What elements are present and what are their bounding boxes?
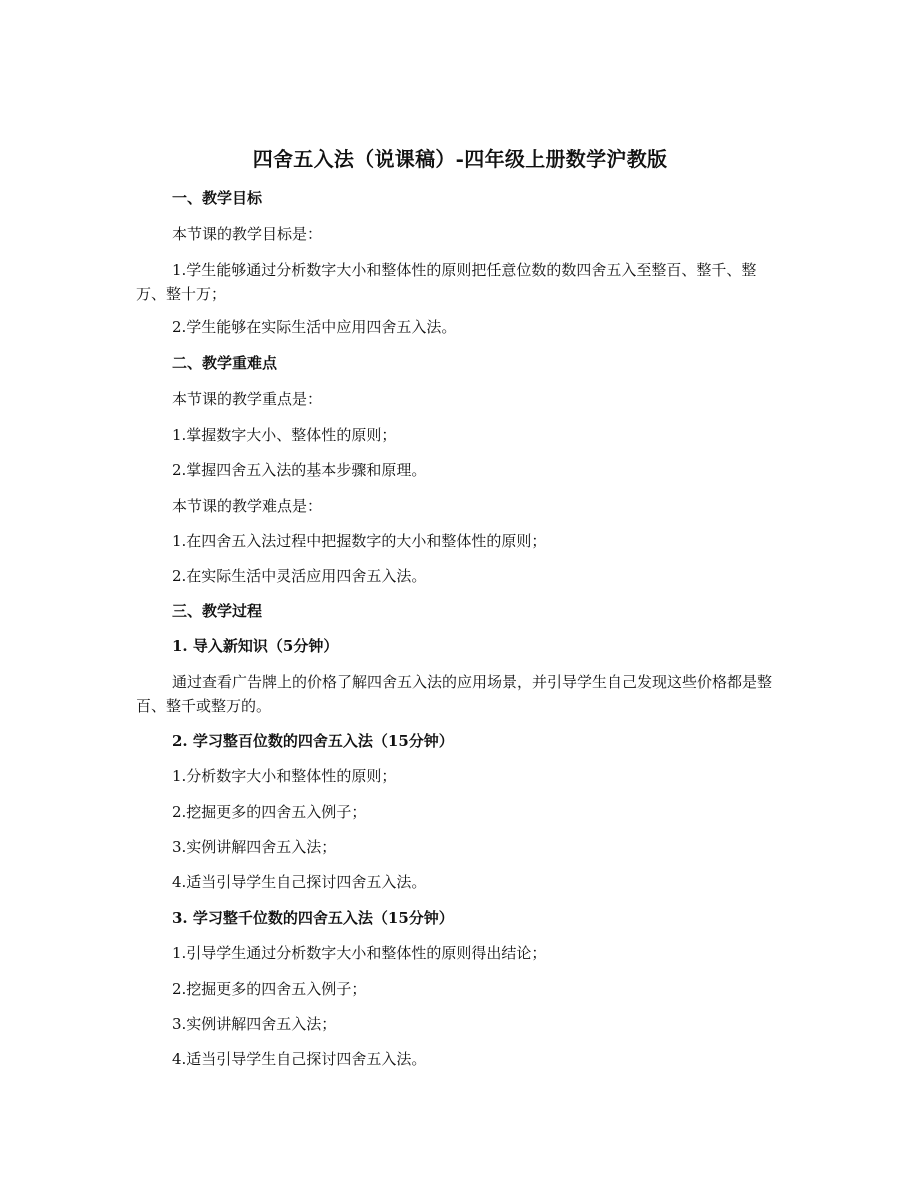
list-item: 1.分析数字大小和整体性的原则； (172, 767, 397, 785)
step-1-paragraph: 通过查看广告牌上的价格了解四舍五入法的应用场景，并引导学生自己发现这些价格都是整百、整千或整万的。 (136, 673, 773, 715)
document-title: 四舍五入法（说课稿）-四年级上册数学沪教版 (252, 147, 668, 171)
list-item: 4.适当引导学生自己探讨四舍五入法。 (172, 1050, 427, 1068)
list-item: 1.引导学生通过分析数字大小和整体性的原则得出结论； (172, 944, 547, 962)
list-item: 4.适当引导学生自己探讨四舍五入法。 (172, 873, 427, 891)
step-heading-1: 1. 导入新知识（5分钟） (172, 637, 339, 655)
difficulty-item-1: 1.在四舍五入法过程中把握数字的大小和整体性的原则； (172, 532, 547, 550)
list-item: 2.挖掘更多的四舍五入例子； (172, 980, 367, 998)
step-heading-3: 3. 学习整千位数的四舍五入法（15分钟） (172, 909, 454, 927)
focus-item-1: 1.掌握数字大小、整体性的原则； (172, 426, 397, 444)
section-heading-process: 三、教学过程 (172, 602, 263, 620)
paragraph: 本节课的教学目标是： (172, 225, 323, 243)
list-item: 3.实例讲解四舍五入法； (172, 838, 337, 856)
paragraph: 本节课的教学难点是： (172, 497, 323, 515)
list-item: 3.实例讲解四舍五入法； (172, 1015, 337, 1033)
list-item: 2.挖掘更多的四舍五入例子； (172, 803, 367, 821)
objective-item-1: 1.学生能够通过分析数字大小和整体性的原则把任意位数的数四舍五入至整百、整千、整万、整十万； (136, 261, 757, 303)
focus-item-2: 2.掌握四舍五入法的基本步骤和原理。 (172, 461, 427, 479)
step-heading-2: 2. 学习整百位数的四舍五入法（15分钟） (172, 732, 454, 750)
section-heading-objectives: 一、教学目标 (172, 189, 263, 207)
section-heading-key-points: 二、教学重难点 (172, 354, 278, 372)
paragraph: 本节课的教学重点是： (172, 390, 323, 408)
objective-item-2: 2.学生能够在实际生活中应用四舍五入法。 (172, 318, 457, 336)
difficulty-item-2: 2.在实际生活中灵活应用四舍五入法。 (172, 567, 427, 585)
